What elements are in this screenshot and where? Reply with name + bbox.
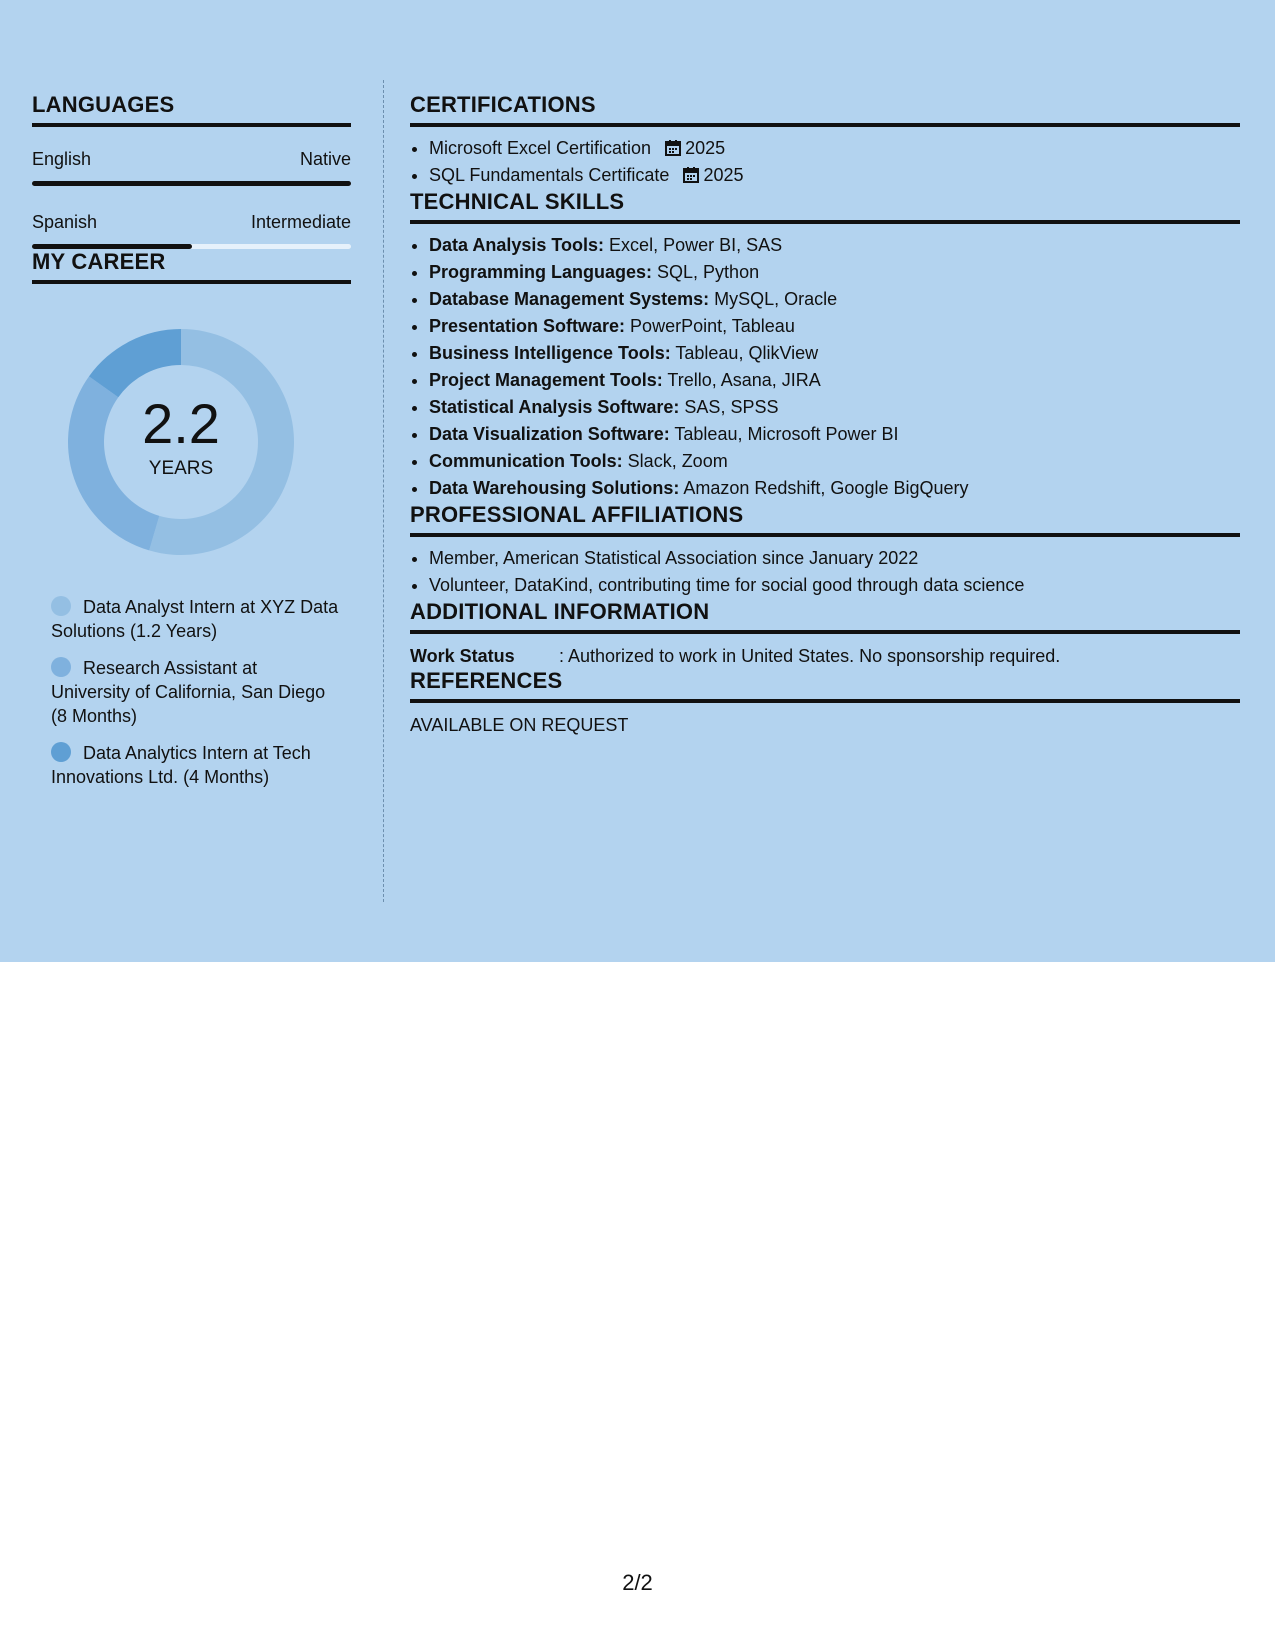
work-status-row bbox=[410, 644, 1240, 668]
skill-value: SAS, SPSS bbox=[679, 397, 779, 417]
skill-label: Data Visualization Software: bbox=[429, 424, 670, 444]
skill-label: Data Analysis Tools: bbox=[429, 235, 605, 255]
skill-label: Project Management Tools: bbox=[429, 370, 663, 390]
donut-center-label bbox=[66, 327, 296, 557]
career-heading: MY CAREER bbox=[32, 249, 351, 284]
skill-value: SQL, Python bbox=[652, 262, 760, 282]
skill-label: Database Management Systems: bbox=[429, 289, 710, 309]
career-legend bbox=[51, 595, 341, 789]
skill-item bbox=[429, 394, 1240, 421]
legend-dot-icon bbox=[51, 657, 71, 677]
technical-skills-heading: TECHNICAL SKILLS bbox=[410, 189, 1240, 224]
additional-info-heading: ADDITIONAL INFORMATION bbox=[410, 599, 1240, 634]
career-role-text: Data Analytics Intern at Tech Innovations Ltd. (4 Months) bbox=[51, 743, 311, 787]
skill-item bbox=[429, 232, 1240, 259]
skill-value: Trello, Asana, JIRA bbox=[662, 370, 821, 390]
language-proficiency-fill bbox=[32, 244, 192, 249]
skill-item bbox=[429, 286, 1240, 313]
skill-label: Communication Tools: bbox=[429, 451, 623, 471]
certification-year: 2025 bbox=[685, 138, 726, 158]
skill-value: MySQL, Oracle bbox=[709, 289, 838, 309]
skill-label: Programming Languages: bbox=[429, 262, 653, 282]
certification-name: Microsoft Excel Certification bbox=[429, 138, 652, 158]
legend-dot-icon bbox=[51, 742, 71, 762]
page-number: 2/2 bbox=[622, 1570, 653, 1595]
language-name: Spanish bbox=[32, 212, 98, 232]
references-heading: REFERENCES bbox=[410, 668, 1240, 703]
work-status-label: Work Status bbox=[410, 646, 515, 666]
skill-item bbox=[429, 448, 1240, 475]
skill-value: Slack, Zoom bbox=[622, 451, 728, 471]
skill-item bbox=[429, 421, 1240, 448]
career-legend-item bbox=[51, 741, 341, 789]
career-legend-item bbox=[51, 595, 341, 643]
legend-dot-icon bbox=[51, 596, 71, 616]
skill-label: Statistical Analysis Software: bbox=[429, 397, 680, 417]
column-divider bbox=[383, 80, 384, 902]
skill-item bbox=[429, 340, 1240, 367]
skill-value: Tableau, Microsoft Power BI bbox=[669, 424, 899, 444]
language-item bbox=[32, 149, 351, 186]
career-donut-chart bbox=[66, 327, 296, 557]
certification-year: 2025 bbox=[703, 165, 744, 185]
language-proficiency-bar bbox=[32, 244, 351, 249]
left-column bbox=[32, 92, 351, 802]
technical-skills-list bbox=[410, 232, 1240, 502]
skill-label: Business Intelligence Tools: bbox=[429, 343, 671, 363]
affiliations-list bbox=[410, 545, 1240, 599]
language-item bbox=[32, 212, 351, 249]
affiliation-item: • Volunteer, DataKind, contributing time for social good through data science bbox=[429, 572, 1240, 599]
career-role-text: Data Analyst Intern at XYZ Data Solutions (1.2 Years) bbox=[51, 597, 339, 641]
certification-item bbox=[429, 135, 1240, 162]
certifications-heading: CERTIFICATIONS bbox=[410, 92, 1240, 127]
calendar-icon bbox=[682, 166, 700, 184]
language-proficiency-fill bbox=[32, 181, 351, 186]
affiliations-heading: PROFESSIONAL AFFILIATIONS bbox=[410, 502, 1240, 537]
language-proficiency-bar bbox=[32, 181, 351, 186]
calendar-icon bbox=[664, 139, 682, 157]
skill-value: PowerPoint, Tableau bbox=[625, 316, 795, 336]
work-status-value: : Authorized to work in United States. No sponsorship required. bbox=[559, 646, 1061, 666]
skill-label: Presentation Software: bbox=[429, 316, 626, 336]
skill-item bbox=[429, 367, 1240, 394]
language-level: Intermediate bbox=[250, 212, 351, 232]
career-total-unit: YEARS bbox=[148, 458, 214, 479]
right-column bbox=[410, 92, 1240, 736]
affiliation-item: • Member, American Statistical Association since January 2022 bbox=[429, 545, 1240, 572]
skill-item bbox=[429, 259, 1240, 286]
certification-name: SQL Fundamentals Certificate bbox=[429, 165, 670, 185]
certification-item bbox=[429, 162, 1240, 189]
language-level: Native bbox=[299, 149, 351, 169]
certifications-list bbox=[410, 135, 1240, 189]
skill-item bbox=[429, 313, 1240, 340]
language-name: English bbox=[32, 149, 92, 169]
languages-heading: LANGUAGES bbox=[32, 92, 351, 127]
career-role-text: Research Assistant at University of California, San Diego (8 Months) bbox=[51, 658, 326, 726]
skill-item bbox=[429, 475, 1240, 502]
skill-value: Excel, Power BI, SAS bbox=[604, 235, 783, 255]
skill-label: Data Warehousing Solutions: bbox=[429, 478, 680, 498]
skill-value: Amazon Redshift, Google BigQuery bbox=[679, 478, 969, 498]
career-total-value: 2.2 bbox=[142, 392, 220, 455]
skill-value: Tableau, QlikView bbox=[670, 343, 819, 363]
references-text: AVAILABLE ON REQUEST bbox=[410, 715, 629, 735]
career-legend-item bbox=[51, 656, 341, 728]
